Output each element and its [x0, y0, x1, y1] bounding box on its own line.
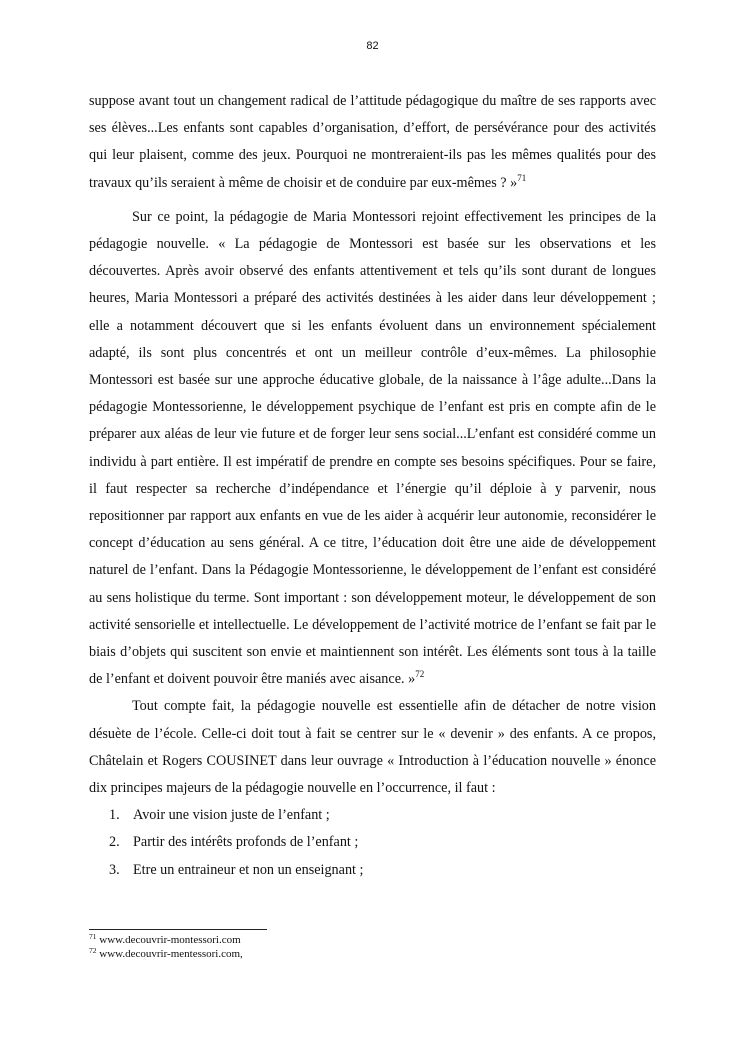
footnote-number: 72 [89, 945, 97, 955]
footnote-ref-71[interactable]: 71 [517, 172, 527, 183]
principles-list [89, 802, 656, 884]
page-number: 82 [366, 40, 379, 52]
footnote-link[interactable]: www.decouvrir-montessori.com [96, 934, 241, 946]
body-text [89, 88, 656, 884]
paragraph-conclusion [89, 693, 656, 802]
footnote-72 [89, 945, 656, 962]
list-item-number: 2. [109, 834, 120, 851]
list-item-number: 3. [109, 861, 120, 878]
paragraph-montessori [89, 204, 656, 694]
list-item [89, 829, 656, 856]
footnote-link[interactable]: www.decouvrir-mentessori.com, [96, 947, 243, 960]
list-item [89, 802, 656, 829]
list-item-text: Etre un entraineur et non un enseignant ; [133, 861, 364, 878]
footnote-number: 71 [89, 932, 97, 941]
paragraph-continuation [89, 88, 656, 197]
footnote-ref-72[interactable]: 72 [415, 669, 425, 680]
paragraph-text: Sur ce point, la pédagogie de Maria Montessori rejoint effectivement les principes de la pédagogie nouvelle. « La pédagogie de Montessori est basée sur les observations et les découvertes. Après avoir observé des enfants attentivement et tels qu’ils sont durant de longues heures, Maria Montessori a préparé des activités destinées à les aider dans leur développement ; elle a notamment découvert que si les enfants évoluent dans un environnement spécialement adapté, ils sont plus concentrés et ont un meilleur contrôle d’eux-mêmes. La philosophie Montessori est basée sur une approche éducative globale, de la naissance à l’âge adulte...Dans la pédagogie Montessorienne, le développement psychique de l’enfant est pris en compte afin de le préparer aux aléas de leur vie future et de forger leur sens social...L’enfant est considéré comme un individu à part entière. Il est impératif de prendre en compte ses besoins spécifiques. Pour se faire, il faut respecter sa recherche d’indépendance et l’énergie qu’il déploie à y parvenir, nous repositionner par rapport aux enfants en vue de les aider à acquérir leur autonomie, reconsidérer le concept d’éducation au sens général. A ce titre, l’éducation doit être une aide de développement naturel de l’enfant. Dans la Pédagogie Montessorienne, le développement de l’enfant est considéré au sens holistique du terme. Sont important : son développement moteur, le développement de son activité sensorielle et intellectuelle. Le développement de l’activité motrice de l’enfant se fait par le biais d’objets qui suscitent son envie et maintiennent son intérêt. Les éléments sont tous à la taille de l’enfant et doivent pouvoir être maniés avec aisance. » [89, 208, 656, 688]
list-item-text: Partir des intérêts profonds de l’enfant ; [133, 834, 359, 851]
list-item [89, 857, 656, 884]
footnote-71 [89, 934, 656, 948]
list-item-text: Avoir une vision juste de l’enfant ; [133, 807, 330, 824]
list-item-number: 1. [109, 807, 120, 824]
paragraph-text: suppose avant tout un changement radical de l’attitude pédagogique du maître de ses rapports avec ses élèves...Les enfants sont capables d’organisation, d’effort, de persévérance pour des activités qui leur plaisent, comme des jeux. Pourquoi ne montreraient-ils pas les mêmes qualités pour des travaux qu’ils seraient à même de choisir et de conduire par eux-mêmes ? » [89, 93, 656, 191]
paragraph-text: Tout compte fait, la pédagogie nouvelle est essentielle afin de détacher de notre vision désuète de l’école. Celle-ci doit tout à fait se centrer sur le « devenir » des enfants. A ce propos, Châtelain et Rogers COUSINET dans leur ouvrage « Introduction à l’éducation nouvelle » énonce dix principes majeurs de la pédagogie nouvelle en l’occurrence, il faut : [89, 698, 656, 797]
footnotes [89, 934, 656, 961]
footnote-separator [89, 929, 267, 930]
